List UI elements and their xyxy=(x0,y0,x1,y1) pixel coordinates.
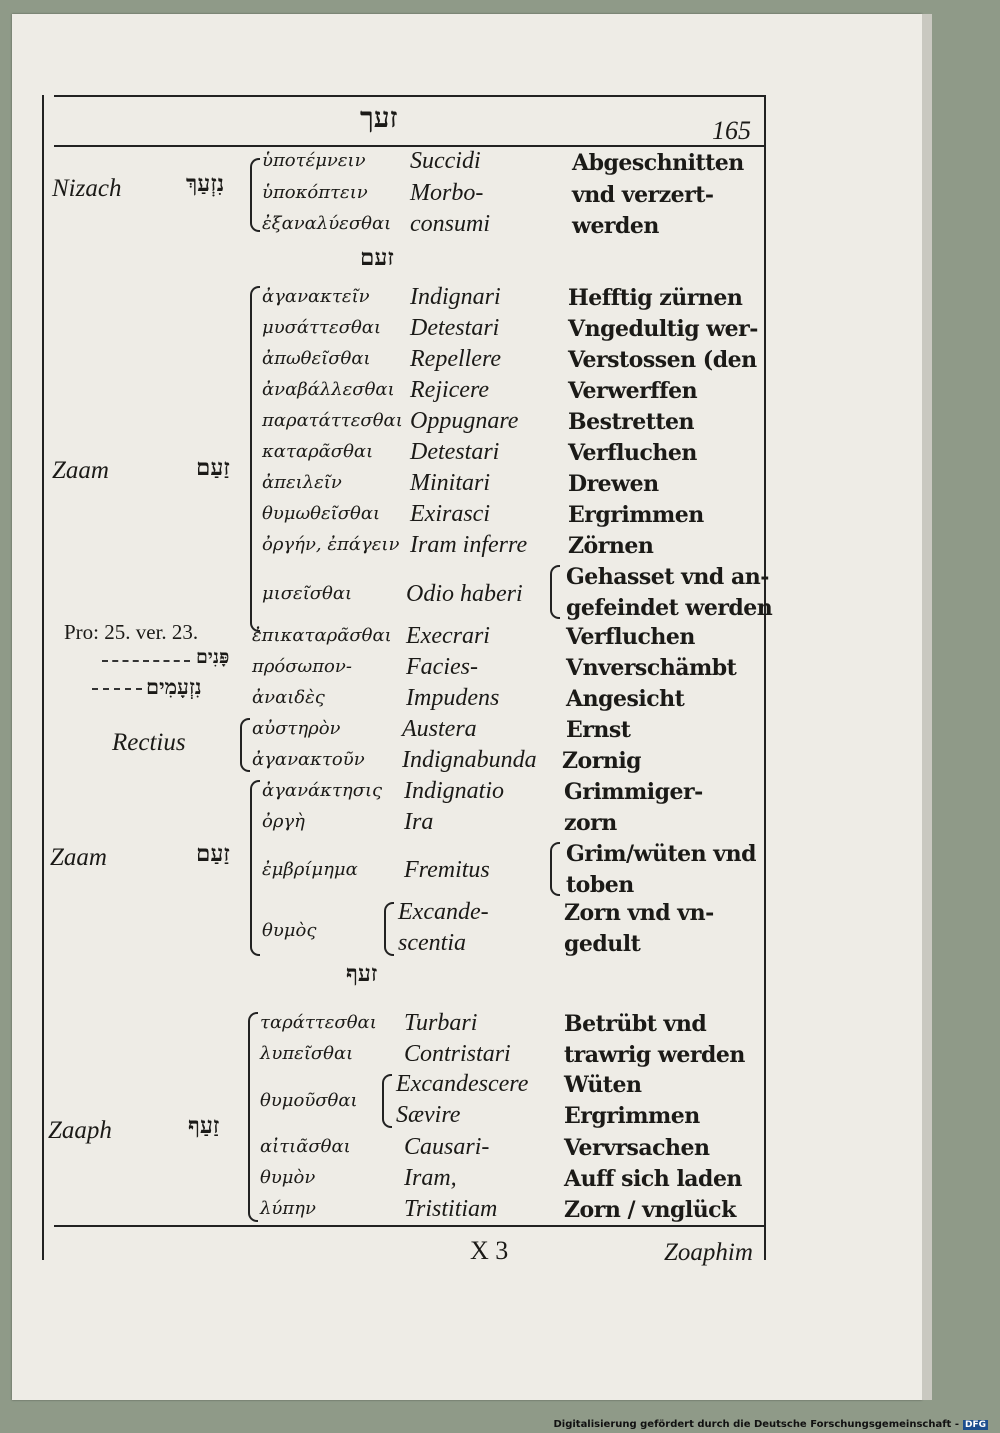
section3-dash2 xyxy=(92,688,142,691)
german-2-9: Zörnen xyxy=(568,533,654,559)
german-2-10b: gefeindet werden xyxy=(566,595,773,621)
latin-3-3: Impudens xyxy=(406,685,500,711)
section3-dash1 xyxy=(102,660,190,663)
latin-5-4: Causari- xyxy=(404,1134,490,1160)
german-2-10a: Gehasset vnd an- xyxy=(566,564,769,590)
latin-2-5: Oppugnare xyxy=(410,408,519,434)
german-5-5: Auff sich laden xyxy=(564,1166,742,1192)
greek-2-1: ἀγανακτεῖν xyxy=(262,286,370,307)
latin-5-3a: Excandescere xyxy=(396,1071,529,1097)
latin-2-9: Iram inferre xyxy=(410,532,528,558)
right-rule xyxy=(764,95,766,1260)
german-4-4b: gedult xyxy=(564,931,641,957)
latin-5-6: Tristitiam xyxy=(404,1196,498,1222)
dfg-logo: DFG xyxy=(964,1420,986,1430)
section2-label: Zaam xyxy=(52,457,109,484)
greek-3-5: ἀγανακτοῦν xyxy=(252,749,365,770)
german-3-4: Ernst xyxy=(566,717,631,743)
section3-brace xyxy=(240,718,250,772)
latin-4-3: Fremitus xyxy=(404,857,490,883)
greek-5-5: θυμὸν xyxy=(260,1167,316,1188)
greek-1-3: ἐξαναλύεσθαι xyxy=(262,213,392,234)
latin-2-6: Detestari xyxy=(410,439,500,465)
greek-3-3: ἀναιδὲς xyxy=(252,687,325,708)
latin-5-3b: Sævire xyxy=(396,1102,461,1128)
latin-1-2: Morbo- xyxy=(410,180,484,206)
top-rule xyxy=(54,95,764,97)
german-2-6: Verfluchen xyxy=(568,440,697,466)
section4-hebrew: זַעַם xyxy=(196,840,230,867)
greek-5-4: αἰτιᾶσθαι xyxy=(260,1136,351,1157)
german-2-10-brace xyxy=(550,565,560,619)
greek-2-6: καταρᾶσθαι xyxy=(262,441,374,462)
german-1-3: werden xyxy=(572,213,659,239)
greek-2-9: ὀργήν, ἐπάγειν xyxy=(262,534,400,555)
latin-4-4-brace xyxy=(384,902,394,956)
section2-heading: זעם xyxy=(360,244,394,271)
german-3-1: Verfluchen xyxy=(566,624,695,650)
section1-label: Nizach xyxy=(52,175,122,202)
latin-3-5: Indignabunda xyxy=(402,747,537,773)
page-number: 165 xyxy=(712,116,751,145)
section3-label: Rectius xyxy=(112,729,186,756)
greek-2-4: ἀναβάλλεσθαι xyxy=(262,379,395,400)
greek-4-1: ἀγανάκτησις xyxy=(262,780,383,801)
section1-hebrew: נִזְעַךְ xyxy=(186,170,225,197)
greek-4-2: ὀργὴ xyxy=(262,811,305,832)
german-5-2: trawrig werden xyxy=(564,1042,745,1068)
greek-2-2: μυσάττεσθαι xyxy=(262,317,381,338)
latin-2-4: Rejicere xyxy=(410,377,490,403)
credit-line xyxy=(553,1419,988,1430)
latin-1-1: Succidi xyxy=(410,148,481,174)
greek-3-4: αὐστηρὸν xyxy=(252,718,341,739)
greek-4-3: ἐμβρίμημα xyxy=(262,859,358,880)
latin-3-2: Facies- xyxy=(406,654,478,680)
latin-5-5: Iram, xyxy=(404,1165,457,1191)
section2-brace xyxy=(250,286,260,632)
latin-2-1: Indignari xyxy=(410,284,501,310)
latin-2-10: Odio haberi xyxy=(406,581,523,607)
german-4-1: Grimmiger- xyxy=(564,779,703,805)
german-3-3: Angesicht xyxy=(566,686,685,712)
german-4-4a: Zorn vnd vn- xyxy=(564,900,714,926)
greek-5-2: λυπεῖσθαι xyxy=(260,1043,354,1064)
greek-5-3: θυμοῦσθαι xyxy=(260,1090,358,1111)
latin-2-7: Minitari xyxy=(410,470,491,496)
latin-2-3: Repellere xyxy=(410,346,502,372)
latin-4-4a: Excande- xyxy=(398,899,489,925)
left-rule xyxy=(42,95,44,1260)
german-5-6: Zorn / vnglück xyxy=(564,1197,736,1223)
german-1-1: Abgeschnitten xyxy=(572,150,744,176)
greek-4-4: θυμὸς xyxy=(262,920,317,941)
latin-1-3: consumi xyxy=(410,211,490,237)
section4-brace xyxy=(250,780,260,956)
german-2-5: Bestretten xyxy=(568,409,695,435)
latin-2-8: Exirasci xyxy=(410,501,490,527)
running-head-hebrew: זעך xyxy=(360,101,398,134)
section5-heading: זעף xyxy=(346,960,378,987)
german-4-2: zorn xyxy=(564,810,617,836)
greek-3-2: πρόσωπον- xyxy=(252,656,352,677)
greek-2-3: ἀπωθεῖσθαι xyxy=(262,348,371,369)
german-4-3-brace xyxy=(550,842,560,896)
latin-5-2: Contristari xyxy=(404,1041,511,1067)
section5-hebrew: זַעַף xyxy=(188,1112,220,1139)
german-4-3b: toben xyxy=(566,872,634,898)
german-2-4: Verwerffen xyxy=(568,378,698,404)
greek-1-2: ὑποκόπτειν xyxy=(262,182,368,203)
german-2-8: Ergrimmen xyxy=(568,502,704,528)
section3-hebrew2: נִזְעָמִים xyxy=(146,674,202,699)
german-3-2: Vnverschämbt xyxy=(566,655,737,681)
greek-2-7: ἀπειλεῖν xyxy=(262,472,342,493)
section3-hebrew1: פָּנִים xyxy=(196,646,230,668)
catchword: Zoaphim xyxy=(664,1239,753,1266)
german-2-1: Hefftig zürnen xyxy=(568,285,743,311)
section4-label: Zaam xyxy=(50,844,107,871)
credit-text: Digitalisierung gefördert durch die Deutsche Forschungsgemeinschaft - xyxy=(553,1419,959,1430)
greek-1-1: ὑποτέμνειν xyxy=(262,150,366,171)
latin-4-4b: scentia xyxy=(398,930,466,956)
german-1-2: vnd verzert- xyxy=(572,182,714,208)
greek-2-5: παρατάττεσθαι xyxy=(262,410,403,431)
german-2-7: Drewen xyxy=(568,471,659,497)
section5-label: Zaaph xyxy=(48,1117,112,1144)
greek-5-1: ταράττεσθαι xyxy=(260,1012,377,1033)
greek-2-10: μισεῖσθαι xyxy=(262,583,353,604)
greek-2-8: θυμωθεῖσθαι xyxy=(262,503,381,524)
signature-mark: X 3 xyxy=(470,1236,509,1265)
latin-3-1: Execrari xyxy=(406,623,490,649)
header-rule xyxy=(54,145,766,147)
greek-5-6: λύπην xyxy=(260,1198,316,1219)
german-3-5: Zornig xyxy=(562,748,642,774)
german-5-3a: Wüten xyxy=(564,1072,642,1098)
section3-ref: Pro: 25. ver. 23. xyxy=(64,620,199,644)
german-4-3a: Grim/wüten vnd xyxy=(566,841,756,867)
german-2-2: Vngedultig wer- xyxy=(568,316,758,342)
german-2-3: Verstossen (den xyxy=(568,347,757,373)
german-5-3b: Ergrimmen xyxy=(564,1103,700,1129)
german-5-1: Betrübt vnd xyxy=(564,1011,707,1037)
section1-brace xyxy=(250,158,260,232)
german-5-4: Vervrsachen xyxy=(564,1135,710,1161)
latin-3-4: Austera xyxy=(402,716,477,742)
latin-5-1: Turbari xyxy=(404,1010,478,1036)
bottom-rule xyxy=(54,1225,764,1227)
greek-3-1: ἐπικαταρᾶσθαι xyxy=(252,625,392,646)
latin-2-2: Detestari xyxy=(410,315,500,341)
section5-brace xyxy=(248,1012,258,1222)
section2-hebrew: זַעַם xyxy=(196,454,230,481)
latin-4-2: Ira xyxy=(404,809,434,835)
latin-4-1: Indignatio xyxy=(404,778,504,804)
latin-5-3-brace xyxy=(382,1074,392,1128)
